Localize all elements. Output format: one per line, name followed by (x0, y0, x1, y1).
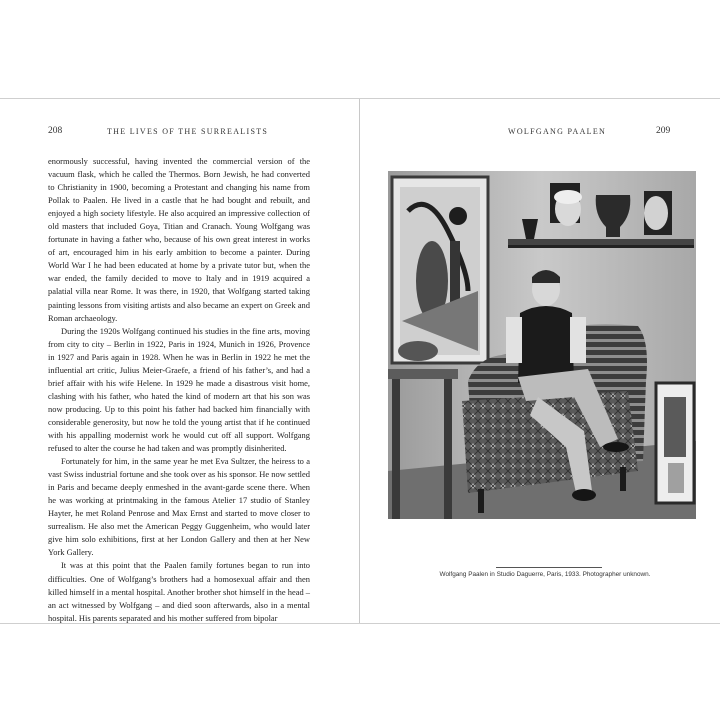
caption-rule (496, 567, 602, 568)
left-page-number: 208 (48, 126, 63, 136)
right-page (360, 99, 720, 623)
paragraph: It was at this point that the Paalen family fortunes began to run into difficulties. One of Wolfgang’s brothers had a homosexual affair and then killed himself in a mental hospital. Another brother shot himself in the head – an act witnessed by Wolfgang – and died soon afterwards, also in a mental hospital. His parents separated and his mother suffered from bipolar (48, 560, 310, 623)
left-page (0, 99, 359, 623)
studio-photograph (388, 171, 696, 519)
paragraph: During the 1920s Wolfgang continued his studies in the fine arts, moving from city to city – Berlin in 1922, Paris in 1924, Munich in 1926, Provence in 1927 and Paris again in 1928. When he was in Berlin in 1922 he met the influential art critic, Julius Meier-Graefe, a friend of his father’s, and had a brief affair with his wife Helene. In 1929 he made a disastrous visit home, clashing with his father, who hated the kind of modern art that his son was now producing. Up to this point his father had backed him financially with considerable generosity, but now he told the young artist that if he continued with his appalling modernist work he would cut off all support. Wolfgang refused to alter the course he had taken and was promptly disinherited. (48, 325, 310, 454)
paragraph: enormously successful, having invented the commercial version of the vacuum flask, which he called the Thermos. Born Jewish, he had converted to Christianity in 1900, becoming a Protestant and changing his name from Pollak to Paalen. He lived in a castle that he had bought and rebuilt, and enjoyed a high society lifestyle. He also acquired an impressive collection of old masters that included Goya, Titian and Cranach. Young Wolfgang was fortunate in having a father who, because of his own great interest in works of art, encouraged him in his early ambition to become a painter. During World War I he had been educated at home by a private tutor but, when the war ended, the family decided to move to Italy and in 1919 acquired a palatial villa near Rome. It was there, in 1920, that Wolfgang started taking painting lessons from visiting artists and also became an expert on Greek and Roman archaeology. (48, 156, 310, 323)
photo-caption: Wolfgang Paalen in Studio Daguerre, Paris, 1933. Photographer unknown. (439, 571, 651, 578)
right-page-number: 209 (656, 126, 671, 136)
body-text (48, 155, 310, 625)
paragraph: Fortunately for him, in the same year he met Eva Sultzer, the heiress to a vast Swiss industrial fortune and she took over as his sponsor. He now settled in Paris and became deeply enmeshed in the avant-garde scene there. When he was working at printmaking in the famous Atelier 17 studio of Stanley Hayter, he met Roland Penrose and Max Ernst and started to move closer to surrealism. He also met the American Peggy Guggenheim, who would later give him solo exhibitions, first at her London Gallery and then at her New York Gallery. (48, 456, 310, 558)
left-running-head: THE LIVES OF THE SURREALISTS (107, 127, 269, 136)
book-spread (0, 98, 720, 624)
right-running-head: WOLFGANG PAALEN (508, 127, 607, 136)
